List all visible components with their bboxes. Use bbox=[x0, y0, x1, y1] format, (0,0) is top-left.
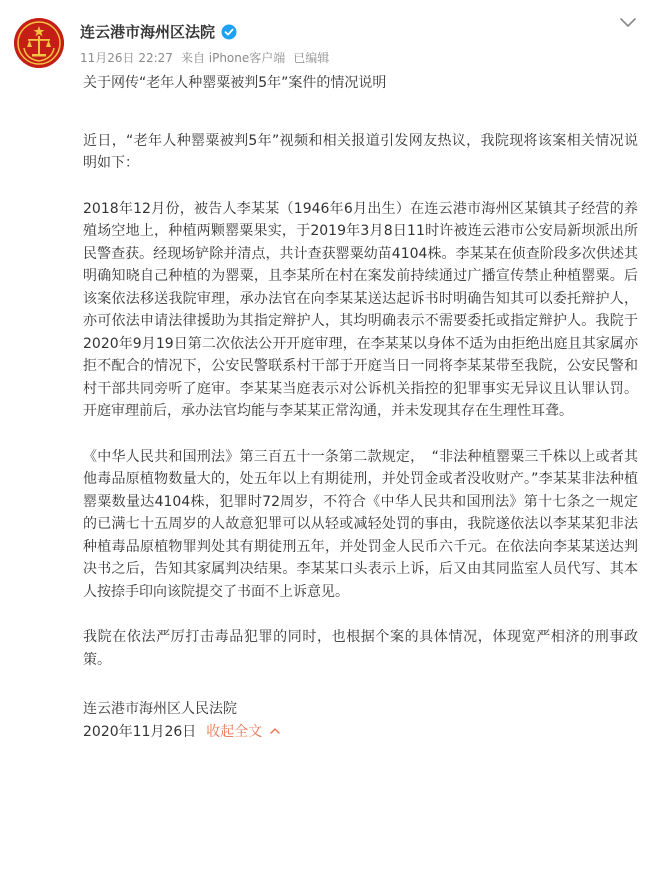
signature-date: 2020年11月26日 bbox=[83, 723, 197, 740]
chevron-up-icon[interactable] bbox=[270, 728, 280, 734]
signature-line bbox=[83, 721, 638, 744]
post-meta bbox=[80, 50, 337, 66]
post-content bbox=[83, 72, 638, 743]
post-paragraph-2: 2018年12月份，被告人李某某（1946年6月出生）在连云港市海州区某镇其子经营的养殖场空地上，种植两颗罂粟果实，于2019年3月8日11时许被连云港市公安局新坝派出所民警查获。经现场铲除并清点，共计查获罂粟幼苗4104株。李某某在侦查阶段多次供述其明确知晓自己种植的为罂粟，且李某所在村在案发前持续通过广播宣传禁止种植罂粟。后该案依法移送我院审理，承办法官在向李某某送达起诉书时明确告知其可以委托辩护人，亦可依法申请法律援助为其指定辩护人，其均明确表示不需要委托或指定辩护人。我院于2020年9月19日第二次依法公开开庭审理，在李某某以身体不适为由拒绝出庭且其家属亦拒不配合的情况下，公安民警联系村干部于开庭当日一同将李某某带至我院，公安民警和村干部共同旁听了庭审。李某某当庭表示对公诉机关指控的犯罪事实无异议且认罪认罚。开庭审理前后，承办法官均能与李某某正常沟通，并未发现其存在生理性耳聋。 bbox=[83, 200, 638, 419]
court-emblem-icon bbox=[14, 18, 64, 68]
post-date[interactable]: 11月26日 22:27 bbox=[80, 51, 173, 65]
post-paragraph-3: 《中华人民共和国刑法》第三百五十一条第二款规定， “非法种植罂粟三千株以上或者其他毒品原植物数量大的，处五年以上有期徒刑，并处罚金或者没收财产。”李某某非法种植罂粟数量达4104株，犯罪时72周岁，不符合《中华人民共和国刑法》第十七条之一规定的已满七十五周岁的人故意犯罪可以从轻或减轻处罚的事由，我院遂依法以李某某犯非法种植毒品原植物罪判处其有期徒刑五年，并处罚金人民币六千元。在依法向李某某送达判决书之后，告知其家属判决结果。李某某口头表示上诉，后又由其同监室人员代写、其本人按捺手印向该院提交了书面不上诉意见。 bbox=[83, 448, 638, 600]
post-paragraph-1: 近日，“老年人种罂粟被判5年”视频和相关报道引发网友热议，我院现将该案相关情况说明如下： bbox=[83, 132, 638, 171]
author-name[interactable]: 连云港市海州区法院 bbox=[80, 23, 216, 41]
avatar[interactable] bbox=[14, 18, 64, 68]
chevron-down-icon[interactable] bbox=[619, 16, 637, 30]
author-header bbox=[80, 22, 237, 42]
verified-badge-icon bbox=[221, 24, 237, 40]
post-source: 来自 iPhone客户端 bbox=[180, 51, 286, 65]
collapse-text-link[interactable]: 收起全文 bbox=[206, 723, 263, 740]
post-title: 关于网传“老年人种罂粟被判5年”案件的情况说明 bbox=[83, 75, 387, 91]
signature-org: 连云港市海州区人民法院 bbox=[83, 701, 237, 717]
edited-label: 已编辑 bbox=[293, 51, 330, 65]
post-paragraph-4: 我院在依法严厉打击毒品犯罪的同时，也根据个案的具体情况，体现宽严相济的刑事政策。 bbox=[83, 629, 638, 668]
